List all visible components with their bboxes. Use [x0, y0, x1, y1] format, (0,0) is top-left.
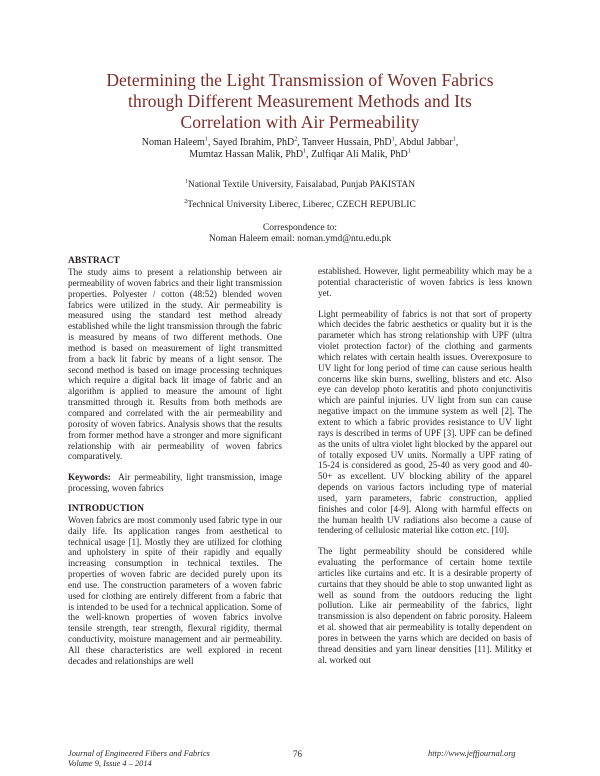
left-column: [68, 256, 282, 667]
correspondence-label: Correspondence to:: [262, 223, 338, 233]
right-column: [318, 266, 532, 666]
author-line: Mumtaz Hassan Malik, PhD$^1$, Zulfiqar Ali Malik, PhD$^1$: [189, 148, 411, 160]
introduction-heading: INTRODUCTION: [68, 503, 145, 514]
abstract-text: The study aims to present a relationship between air permeability of woven fabrics and their light transmission properties. Polyester / cotton (48:52) blended woven fabrics were utilized in the study. Air permeability is measured using the standard test method already established while the light transmission through the fabric is measured by means of two different methods. One method is based on measurement of light transmitted from a back lit fabric by means of a light sensor. The second method is based on image processing techniques which require a digital back lit image of fabric and an algorithm is applied to measure the amount of light transmitted through it. Results from both methods are compared and correlated with the air permeability and porosity of woven fabrics. Analysis shows that the results from former method have a stronger and more significant relationship with air permeability of woven fabrics comparatively.: [68, 267, 282, 462]
abstract-heading: ABSTRACT: [68, 256, 120, 266]
paragraph: Light permeability of fabrics is not that sort of property which decides the fabric aesthetics or quality but it is the parameter which has strong relationship with UPF (ultra violet protection factor) of the clothing and garments which relates with certain health issues. Overexposure to UV light for long period of time can cause serious health concerns like skin burns, swelling, blisters and etc. Also eye can develop photo keratitis and photo conjunctivitis which are painful injuries. UV light from sun can cause negative impact on the immune system as well [2]. The extent to which a fabric provides resistance to UV light rays is described in terms of UPF [3]. UPF can be defined as the units of ultra violet light blocked by the apparel out of totally exposed UV units. Normally a UPF rating of 15-24 is considered as good, 25-40 as very good and 40-50+ as excellent. UV blocking ability of the apparel depends on various factors including type of material used, yarn parameters, fabric construction, applied finishes and color [4-9]. Along with harmful effects on the human health UV radiations also become a cause of tendering of cellulosic material like cotton etc. [10].: [318, 308, 532, 536]
paragraph: The light permeability should be considered while evaluating the performance of certain home textile articles like curtains and etc. It is a desirable property of curtains that they should be able to stop unwanted light as well as sound from the outdoors reducing the light pollution. Like air permeability of the fabrics, light transmission is also dependent on fabric porosity. Haleem et al. showed that air permeability is totally dependent on pores in between the yarns which are decided on basis of thread densities and yarn linear densities [11]. Militky et al. worked out: [318, 546, 532, 665]
author-line: Noman Haleem$^1$, Sayed Ibrahim, PhD$^2$, Tanveer Hussain, PhD$^1$, Abdul Jabbar$^1$,: [141, 136, 459, 148]
author-name: Noman Haleem: [141, 137, 205, 148]
paragraph: established. However, light permeability which may be a potential characteristic of woven fabrics is less known yet.: [318, 266, 532, 298]
page-number: 76: [293, 749, 302, 759]
author-name: Sayed Ibrahim, PhD: [212, 137, 295, 148]
keywords-text: Air permeability, light transmission, image processing, woven fabrics: [68, 472, 282, 494]
footer-journal: Journal of Engineered Fibers and Fabrics Volume 9, Issue 4 – 2014: [68, 749, 210, 768]
introduction-text: Woven fabrics are most commonly used fabric type in our daily life. Its application ranges from aesthetical to technical usage [1]. Mostly they are utilized for clothing and upholstery in spite of their rapidly and equally increasing consumption in technical textiles. The properties of woven fabric are decided purely upon its end use. The construction parameters of a woven fabric used for clothing are entirely different from a fabric that is intended to be used for a technical application. Some of the well-known properties of woven fabrics involve tensile strength, tear strength, flexural rigidity, thermal conductivity, moisture management and air permeability. All these characteristics are well explored in recent decades and relationships are well: [68, 514, 282, 666]
journal-url[interactable]: http://www.jeffjournal.org: [428, 749, 516, 758]
affiliation: $^1$National Textile University, Faisalabad, Punjab PAKISTAN: [184, 178, 416, 190]
paper-title: [60, 70, 540, 133]
correspondence: [60, 223, 540, 245]
author-name: Tanveer Hussain, PhD: [302, 137, 392, 148]
keywords: [68, 472, 282, 494]
author-list: [60, 137, 540, 161]
title-line: Determining the Light Transmission of Woven Fabrics: [106, 70, 494, 90]
title-line: through Different Measurement Methods and Its: [128, 91, 472, 111]
title-line: Correlation with Air Permeability: [180, 112, 420, 132]
keywords-label: Keywords:: [68, 472, 111, 483]
correspondence-detail: Noman Haleem email: noman.ymd@ntu.edu.pk: [208, 234, 392, 244]
author-name: Mumtaz Hassan Malik, PhD: [189, 149, 304, 160]
author-name: Abdul Jabbar: [399, 137, 453, 148]
affiliation: $^2$Technical University Liberec, Liberec, CZECH REPUBLIC: [184, 198, 416, 210]
author-name: Zulfiqar Ali Malik, PhD: [311, 149, 408, 160]
